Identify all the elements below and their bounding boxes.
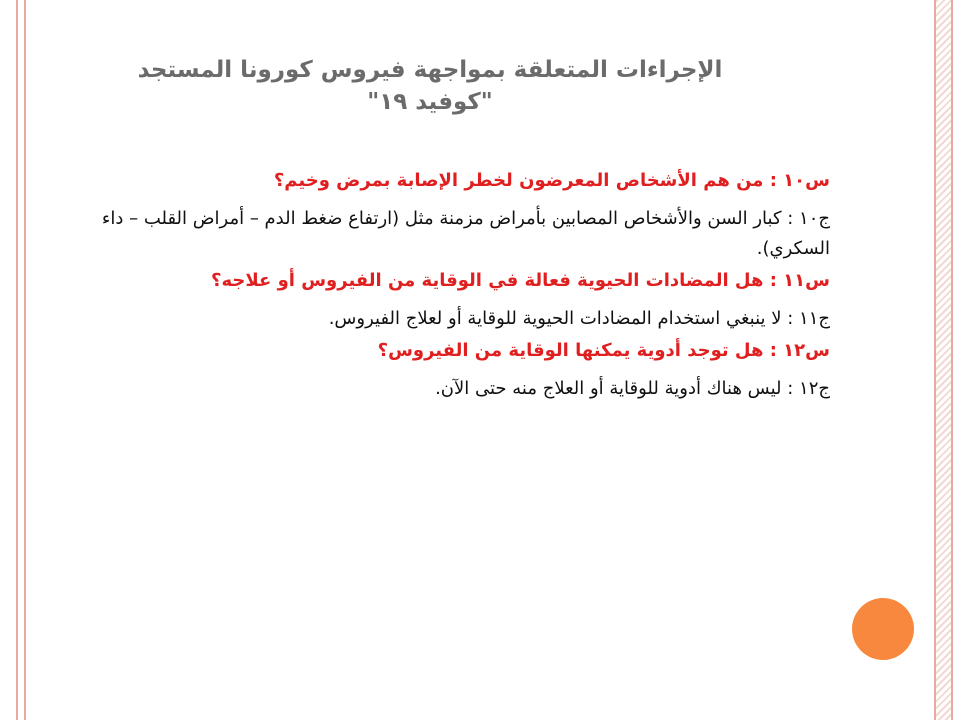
- question-12: س١٢ : هل توجد أدوية يمكنها الوقاية من الفيروس؟: [377, 340, 830, 361]
- answer-12: ج١٢ : ليس هناك أدوية للوقاية أو العلاج منه حتى الآن.: [435, 378, 830, 399]
- slide-title: [60, 54, 800, 118]
- slide-title-line1: الإجراءات المتعلقة بمواجهة فيروس كورونا المستجد: [137, 57, 723, 83]
- slide-title-line2: "كوفيد ١٩": [367, 89, 493, 115]
- right-decorative-stripe: [934, 0, 953, 720]
- left-border-line-inner: [24, 0, 26, 720]
- decorative-orange-circle: [852, 598, 914, 660]
- question-10: س١٠ : من هم الأشخاص المعرضون لخطر الإصابة بمرض وخيم؟: [273, 170, 830, 191]
- answer-10: ج١٠ : كبار السن والأشخاص المصابين بأمراض مزمنة مثل (ارتفاع ضغط الدم – أمراض القلب – داء السكري).: [101, 208, 830, 259]
- answer-11: ج١١ : لا ينبغي استخدام المضادات الحيوية للوقاية أو لعلاج الفيروس.: [328, 308, 830, 329]
- question-11: س١١ : هل المضادات الحيوية فعالة في الوقاية من الفيروس أو علاجه؟: [211, 270, 830, 291]
- left-border-line: [16, 0, 18, 720]
- qa-list: [60, 168, 830, 408]
